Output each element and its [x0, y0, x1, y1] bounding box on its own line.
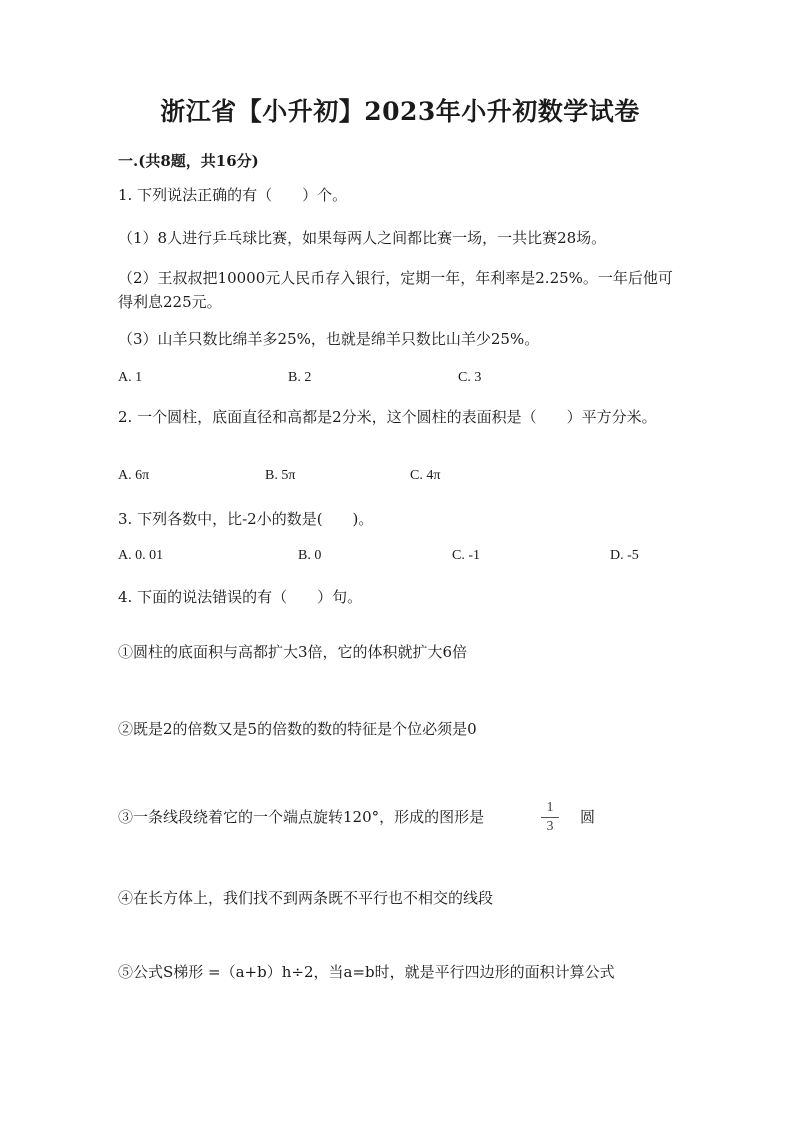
question-4-statement-5: ⑤公式S梯形 =（a+b）h÷2，当a=b时，就是平行四边形的面积计算公式	[118, 963, 615, 981]
fraction-numerator: 1	[546, 800, 554, 815]
question-4-statement-1: ①圆柱的底面积与高都扩大3倍，它的体积就扩大6倍	[118, 643, 468, 661]
question-2-stem: 2. 一个圆柱，底面直径和高都是2分米，这个圆柱的表面积是（ ）平方分米。	[118, 408, 657, 426]
question-4-statement-2: ②既是2的倍数又是5的倍数的数的特征是个位必须是0	[118, 720, 477, 738]
page-title: 浙江省【小升初】2023年小升初数学试卷	[160, 97, 640, 126]
question-1-statement-2: （2）王叔叔把10000元人民币存入银行，定期一年，年利率是2.25%。一年后他可得利息225元。	[118, 269, 673, 311]
question-4-statement-4: ④在长方体上，我们找不到两条既不平行也不相交的线段	[118, 889, 494, 907]
fraction-bar	[541, 817, 559, 818]
fraction-one-third	[541, 800, 559, 835]
question-1-stem: 1. 下列说法正确的有（ ）个。	[118, 186, 348, 204]
question-4-statement-3: ③一条线段绕着它的一个端点旋转120°，形成的图形是	[118, 808, 485, 826]
question-1-statement-1: （1）8人进行乒乓球比赛，如果每两人之间都比赛一场，一共比赛28场。	[118, 229, 607, 247]
question-4-stem: 4. 下面的说法错误的有（ ）句。	[118, 588, 363, 606]
question-1-option-b[interactable]: B. 2	[288, 370, 312, 385]
question-1-option-c[interactable]: C. 3	[458, 370, 482, 385]
question-4-statement-3-end: 圆	[580, 808, 596, 826]
question-3-option-a[interactable]: A. 0. 01	[118, 548, 164, 563]
question-1-statement-3: （3）山羊只数比绵羊多25%，也就是绵羊只数比山羊少25%。	[118, 330, 540, 348]
question-1-option-a[interactable]: A. 1	[118, 370, 143, 385]
question-2-option-c[interactable]: C. 4π	[410, 468, 441, 483]
question-2-option-b[interactable]: B. 5π	[265, 468, 296, 483]
question-3-option-d[interactable]: D. -5	[610, 548, 639, 563]
question-3-stem: 3. 下列各数中，比-2小的数是( )。	[118, 510, 374, 528]
section-heading: 一.(共8题，共16分)	[118, 152, 259, 170]
question-3-option-c[interactable]: C. -1	[452, 548, 480, 563]
fraction-denominator: 3	[546, 819, 554, 834]
question-3-option-b[interactable]: B. 0	[298, 548, 322, 563]
question-2-option-a[interactable]: A. 6π	[118, 468, 150, 483]
